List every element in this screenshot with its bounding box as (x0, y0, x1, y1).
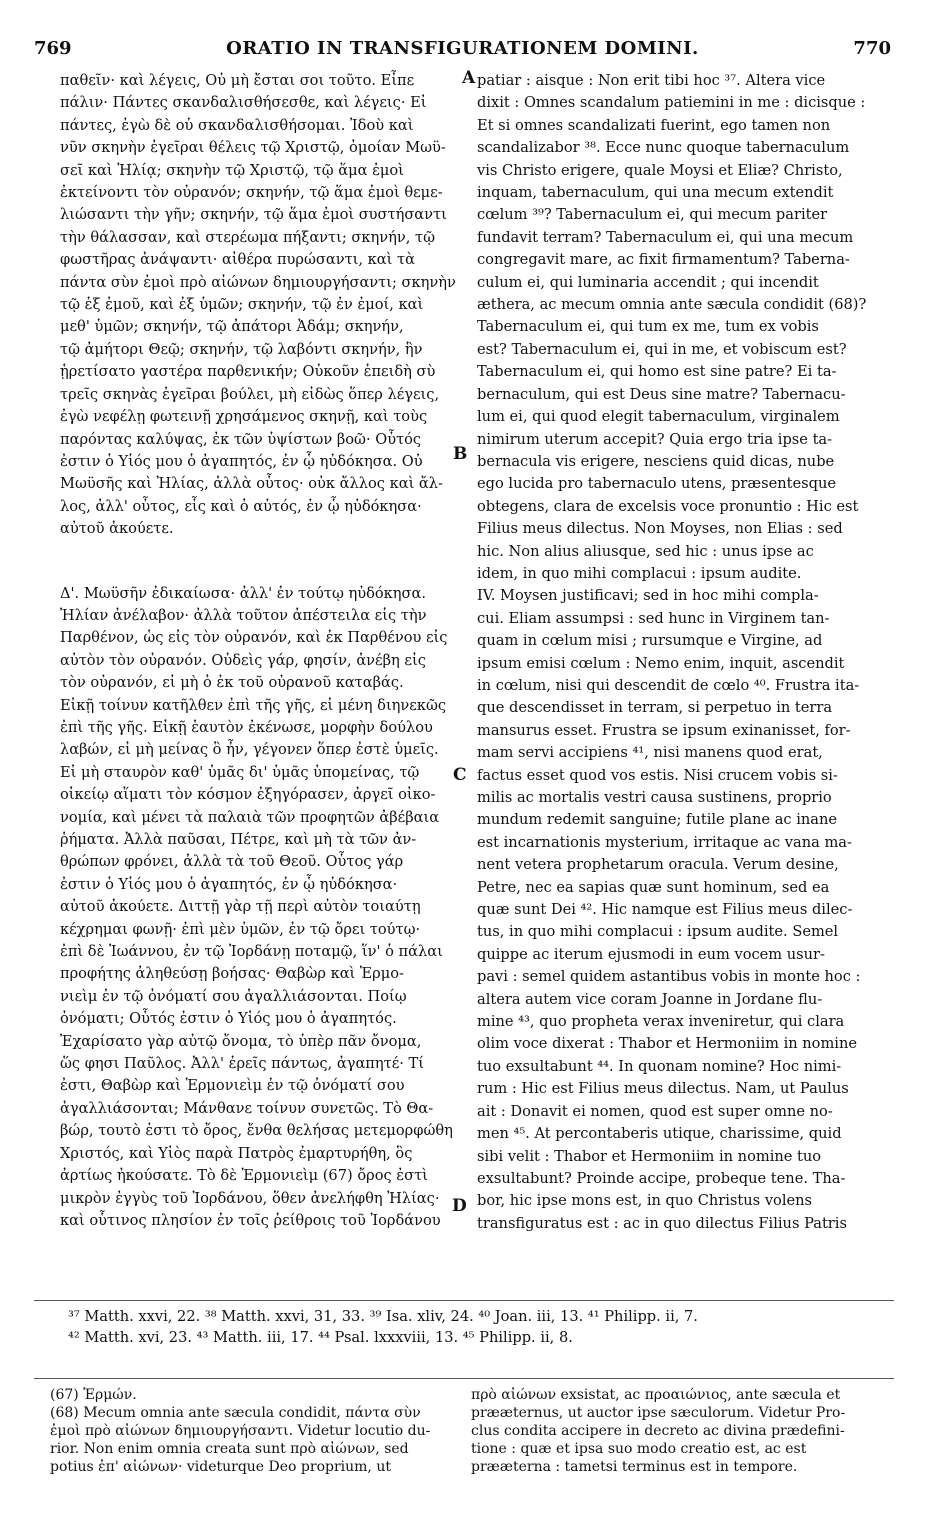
margin-letter-d: D (452, 1196, 467, 1216)
scripture-footnotes: ³⁷ Matth. xxvi, 22. ³⁸ Matth. xxvi, 31, 33. ³⁹ Isa. xliv, 24. ⁴⁰ Joan. iii, 13. ⁴¹ Philipp. ii, 7. ⁴² Matth. xvi, 23. ⁴³ Matth. iii, 17. ⁴⁴ Psal. lxxxviii, 13. ⁴⁵ Philipp. ii, 8. (68, 1308, 698, 1346)
greek-paragraph-2: Δ'. Μωϋσῆν ἐδικαίωσα· ἀλλ' ἐν τούτῳ ηὐδόκησα. Ἠλίαν ἀνέλαβον· ἀλλὰ τοῦτον ἀπέστειλα εἰς τὴν Παρθένον, ὡς εἰς τὸν οὐρανόν, καὶ ἐκ Παρθένου εἰς αὐτὸν τὸν οὐρανόν. Οὐδεὶς γάρ, φησίν, ἀνέβη εἰς τὸν οὐρανόν, εἰ μὴ ὁ ἐκ τοῦ οὐρανοῦ καταβάς. Εἰκῇ τοίνυν κατῆλθεν ἐπὶ τῆς γῆς, εἰ μένη διηνεκῶς ἐπὶ τῆς γῆς. Εἰκῇ ἑαυτὸν ἐκένωσε, μορφὴν δούλου λαβών, εἰ μὴ μείνας ὃ ἦν, γέγονεν ὅπερ ἐστὲ ὑμεῖς. Εἰ μὴ σταυρὸν καθ' ὑμᾶς δι' ὑμᾶς ὑπομείνας, τῷ οἰκείῳ αἵματι τὸν κόσμον ἐξηγόρασεν, ἀργεῖ οἰκο- νομία, καὶ μένει τὰ παλαιὰ τῶν προφητῶν ἀβέβαια ῥήματα. Ἀλλὰ παῦσαι, Πέτρε, καὶ μὴ τὰ τῶν ἀν- θρώπων φρόνει, ἀλλὰ τὰ τοῦ Θεοῦ. Οὗτος γάρ ἐστιν ὁ Υἱός μου ὁ ἀγαπητός, ἐν ᾧ ηὐδόκησα· αὐτοῦ ἀκούετε. Διττῇ γὰρ τῇ περὶ αὐτὸν τοιαύτῃ κέχρημαι φωνῇ· ἐπὶ μὲν ὑμῶν, ἐν τῷ ὄρει τούτῳ· ἐπὶ δὲ Ἰωάννου, ἐν τῷ Ἰορδάνῃ ποταμῷ, ἵν' ὁ πάλαι προφήτης ἀληθεύσῃ βοήσας· Θαβὼρ καὶ Ἑρμο- νιεὶμ ἐν τῷ ὀνόματί σου ἀγαλλιάσονται. Ποίῳ ὀνόματι; Οὗτός ἐστιν ὁ Υἱός μου ὁ ἀγαπητός. Ἐχαρίσατο γὰρ αὐτῷ ὄνομα, τὸ ὑπὲρ πᾶν ὄνομα, ὥς φησι Παῦλος. Ἀλλ' ἐρεῖς πάντως, ἀγαπητέ· Τί ἐστι, Θαβὼρ καὶ Ἑρμονιεὶμ ἐν τῷ ὀνόματί σου ἀγαλλιάσονται; Μάνθανε τοίνυν συνετῶς. Τὸ Θα- βώρ, τουτὸ ἐστι τὸ ὄρος, ἔνθα θελήσας μετεμορφώθη Χριστός, καὶ Υἱὸς παρὰ Πατρὸς ἐμαρτυρήθη, ὃς ἀρτίως ἠκούσατε. Τὸ δὲ Ἑρμονιεὶμ (67) ὄρος ἐστὶ μικρὸν ἐγγὺς τοῦ Ἰορδάνου, ὅθεν ἀνελήφθη Ἠλίας· καὶ οὗτινος πλησίον ἐν τοῖς ῥείθροις τοῦ Ἰορδάνου (60, 584, 453, 1229)
page-number-right: 770 (853, 38, 891, 59)
greek-column (60, 70, 462, 1232)
footnote-divider (34, 1300, 894, 1301)
notes-left-text: (67) Ἑρμών. (68) Mecum omnia ante sæcula condidit, πάντα σὺν ἐμοὶ πρὸ αἰώνων δημιουργήσαντι. Videtur locutio du- rior. Non enim omnia creata sunt πρὸ αἰώνων, sed potius ἐπ' αἰώνων· videturque Deo proprium, ut (50, 1387, 431, 1475)
page-number-left: 769 (34, 38, 72, 59)
notes-right-text: πρὸ αἰώνων exsistat, ac προαιώνιος, ante sæcula et prææternus, ut auctor ipse sæculorum. Videtur Pro- clus condita accipere in decreto ac divina prædefini- tione : quæ et ipsa suo modo creatio est, ac est prææterna : tametsi terminus est in tempore. (471, 1387, 846, 1475)
latin-paragraph-1: patiar : aisque : Non erit tibi hoc ³⁷. Altera vice dixit : Omnes scandalum patiemini in me : dicisque : Et si omnes scandalizati fuerint, ego tamen non scandalizabor ³⁸. Ecce nunc quoque tabernaculum vis Christo erigere, quale Moysi et Eliæ? Christo, inquam, tabernaculum, qui una mecum extendit cœlum ³⁹? Tabernaculum ei, qui mecum pariter fundavit terram? Tabernaculum ei, qui una mecum congregavit mare, ac fixit firmamentum? Taberna- culum ei, qui luminaria accendit ; qui incendit æthera, ac mecum omnia ante sæcula condidit (68)? Tabernaculum ei, qui tum ex me, tum ex vobis est? Tabernaculum ei, qui in me, et vobiscum est? Tabernaculum ei, qui homo est sine patre? Ei ta- bernaculum, qui est Deus sine matre? Tabernacu- lum ei, qui quod elegit tabernaculum, virginalem nimirum uterum accepit? Quia ergo tria ipse ta- bernacula vis erigere, nesciens quid dicas, nube ego lucida pro tabernaculo utens, præsentesque obtegens, clara de excelsis voce pronuntio : Hic est Filius meus dilectus. Non Moyses, non Elias : sed hic. Non alius aliusque, sed hic : unus ipse ac idem, in quo mihi complacui : ipsum audite. (477, 72, 867, 582)
page-header (0, 38, 925, 68)
margin-letter-c: C (453, 765, 467, 785)
notes-divider (34, 1378, 894, 1379)
editor-notes-right (471, 1386, 891, 1476)
margin-letter-a: A (462, 68, 476, 88)
greek-paragraph-1: παθεῖν· καὶ λέγεις, Οὐ μὴ ἔσται σοι τοῦτο. Εἶπε πάλιν· Πάντες σκανδαλισθήσεσθε, καὶ λέγεις· Εἰ πάντες, ἐγὼ δὲ οὐ σκανδαλισθήσομαι. Ἰδοὺ καὶ νῦν σκηνὴν ἐγεῖραι θέλεις τῷ Χριστῷ, ὁμοίαν Μωϋ- σεῖ καὶ Ἠλίᾳ; σκηνὴν τῷ Χριστῷ, τῷ ἅμα ἐμοὶ ἐκτείνοντι τὸν οὐρανόν; σκηνήν, τῷ ἅμα ἐμοὶ θεμε- λιώσαντι τὴν γῆν; σκηνήν, τῷ ἅμα ἐμοὶ συστήσαντι τὴν θάλασσαν, καὶ στερέωμα πήξαντι; σκηνήν, τῷ φωστῆρας ἀνάψαντι· αἰθέρα πυρώσαντι, καὶ τὰ πάντα σὺν ἐμοὶ πρὸ αἰώνων δημιουργήσαντι; σκηνὴν τῷ ἐξ ἐμοῦ, καὶ ἐξ ὑμῶν; σκηνήν, τῷ ἐν ἐμοί, καὶ μεθ' ὑμῶν; σκηνήν, τῷ ἀπάτορι Ἀδάμ; σκηνήν, τῷ ἀμήτορι Θεῷ; σκηνήν, τῷ λαβόντι σκηνήν, ἣν ᾑρετίσατο γαστέρα παρθενικήν; Οὐκοῦν ἐπειδὴ σὺ τρεῖς σκηνὰς ἐγεῖραι βούλει, μὴ εἰδὼς ὅπερ λέγεις, ἐγὼ νεφέλῃ φωτεινῇ χρησάμενος σκηνῇ, καὶ τοὺς παρόντας καλύψας, ἐκ τῶν ὑψίστων βοῶ· Οὗτός ἐστιν ὁ Υἱός μου ὁ ἀγαπητός, ἐν ᾧ ηὐδόκησα. Οὐ Μωϋσῆς καὶ Ἠλίας, ἀλλὰ οὗτος· οὐκ ἄλλος καὶ ἄλ- λος, ἀλλ' οὗτος, εἷς καὶ ὁ αὐτός, ἐν ᾧ ηὐδόκησα· αὐτοῦ ἀκούετε. (60, 72, 456, 538)
latin-column (477, 70, 891, 1235)
margin-letter-b: B (453, 444, 468, 464)
editor-notes-left (50, 1386, 457, 1476)
running-title: ORATIO IN TRANSFIGURATIONEM DOMINI. (226, 38, 699, 59)
latin-paragraph-2: IV. Moysen justificavi; sed in hoc mihi compla- cui. Eliam assumpsi : sed hunc in Virginem tan- quam in cœlum misi ; rursumque e Virgine, ad ipsum emisi cœlum : Nemo enim, inquit, ascendit in cœlum, nisi qui descendit de cœlo ⁴⁰. Frustra ita- que descendisset in terram, si perpetuo in terra mansurus esset. Frustra se ipsum exinanisset, for- mam servi accipiens ⁴¹, nisi manens quod erat, factus esset quod vos estis. Nisi crucem vobis si- milis ac mortalis vestri causa sustinens, proprio mundum redemit sanguine; futile plane ac inane est incarnationis mysterium, irritaque ac vana ma- nent vetera prophetarum oracula. Verum desine, Petre, nec ea sapias quæ sunt hominum, sed ea quæ sunt Dei ⁴². Hic namque est Filius meus dilec- tus, in quo mihi complacui : ipsum audite. Semel quippe ac iterum ejusmodi in eum vocem usur- pavi : semel quidem astantibus vobis in monte hoc : altera autem vice coram Joanne in Jordane flu- mine ⁴³, quo propheta verax inveniretur, qui clara olim voce dixerat : Thabor et Hermoniim in nomine tuo exsultabunt ⁴⁴. In quonam nomine? Hoc nimi- rum : Hic est Filius meus dilectus. Nam, ut Paulus ait : Donavit ei nomen, quod est super omne no- men ⁴⁵. At percontaberis utique, charissime, quid sibi velit : Thabor et Hermoniim in nomine tuo exsultabunt? Proinde accipe, probeque tene. Tha- bor, hic ipse mons est, in quo Christus volens transfiguratus est : ac in quo dilectus Filius Patris (477, 587, 861, 1232)
